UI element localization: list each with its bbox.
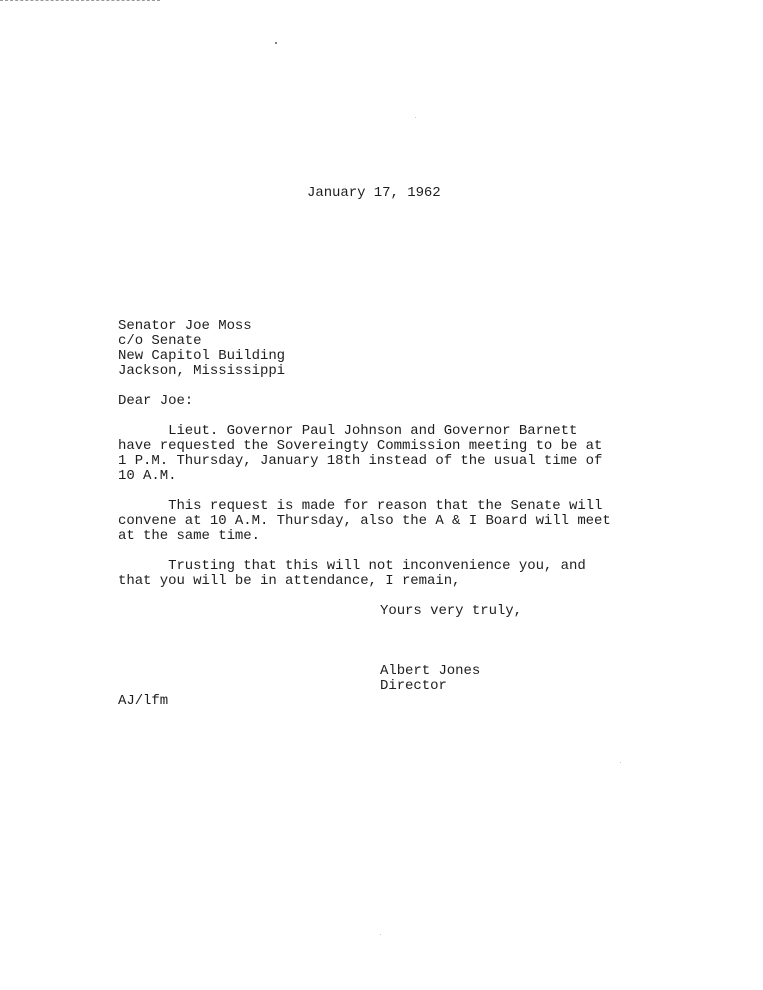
address-line-1: Senator Joe Moss — [118, 318, 252, 334]
closing: Yours very truly, — [380, 603, 522, 619]
address-line-4: Jackson, Mississippi — [118, 363, 286, 379]
paper-speck — [620, 762, 621, 763]
page-edge-dashes — [0, 0, 160, 1]
paragraph-2-line-1: This request is made for reason that the Senate will — [118, 498, 603, 514]
paper-speck — [380, 934, 381, 935]
paragraph-1-line-1: Lieut. Governor Paul Johnson and Governor Barnett — [118, 423, 578, 439]
paragraph-1-line-4: 10 A.M. — [118, 468, 177, 484]
address-line-3: New Capitol Building — [118, 348, 286, 364]
paragraph-2-line-3: at the same time. — [118, 528, 260, 544]
paragraph-1-line-3: 1 P.M. Thursday, January 18th instead of the usual time of — [118, 453, 603, 469]
salutation: Dear Joe: — [118, 393, 194, 409]
letter-date: January 17, 1962 — [307, 185, 441, 201]
paragraph-3-line-1: Trusting that this will not inconvenience you, and — [118, 558, 586, 574]
signer-title: Director — [380, 678, 447, 694]
paper-speck — [275, 42, 277, 44]
paragraph-3-line-2: that you will be in attendance, I remain, — [118, 573, 461, 589]
reference-initials: AJ/lfm — [118, 693, 169, 709]
paragraph-2-line-2: convene at 10 A.M. Thursday, also the A & I Board will meet — [118, 513, 611, 529]
paragraph-1-line-2: have requested the Sovereingty Commission meeting to be at — [118, 438, 603, 454]
paper-speck — [415, 117, 416, 118]
address-line-2: c/o Senate — [118, 333, 202, 349]
signer-name: Albert Jones — [380, 663, 481, 679]
